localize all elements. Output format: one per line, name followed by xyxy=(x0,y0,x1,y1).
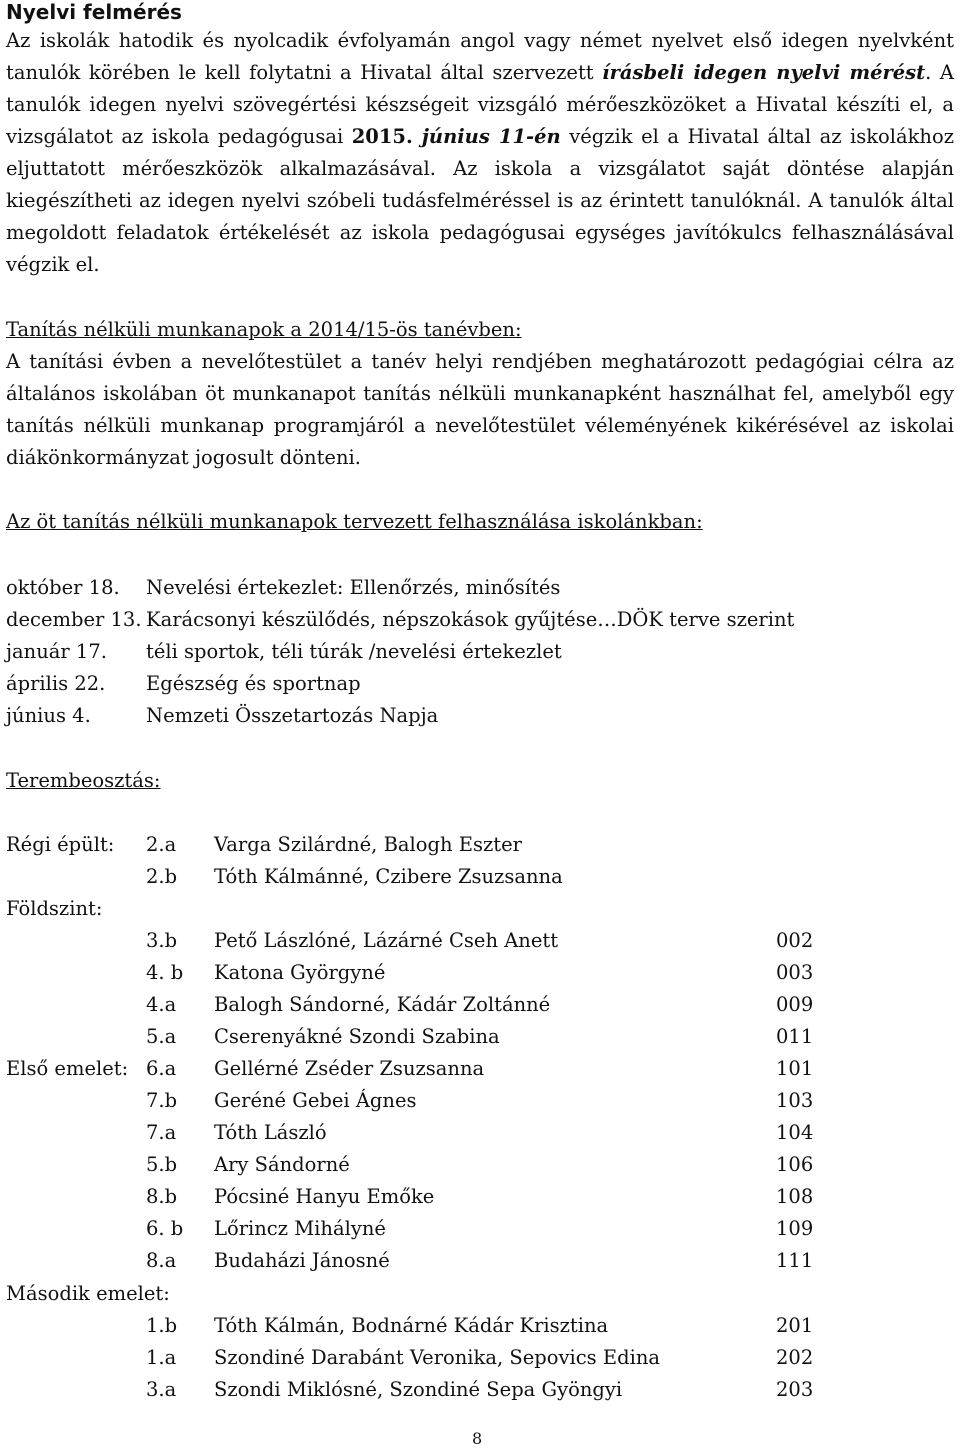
section-heading-tanitas-nelkuli: Tanítás nélküli munkanapok a 2014/15-ös tanévben: xyxy=(6,318,522,341)
class-name: 6. b xyxy=(146,1217,184,1240)
text-run: Az iskolák hatodik és nyolcadik évfolyamán angol vagy német nyelvet első idegen nyelvként tanulók körében le kell folytatni a Hivatal által szervezett xyxy=(6,29,954,84)
room-row xyxy=(6,957,954,989)
schedule-date: június 4. xyxy=(6,704,91,727)
room-row xyxy=(6,861,954,893)
schedule-date: december 13. xyxy=(6,608,142,631)
class-name: 7.b xyxy=(146,1089,178,1112)
emphasis-year: 2015 xyxy=(351,125,406,148)
teacher-names: Gellérné Zséder Zsuzsanna xyxy=(214,1057,485,1080)
room-number: 101 xyxy=(776,1057,814,1080)
teacher-names: Pócsiné Hanyu Emőke xyxy=(214,1185,435,1208)
floor-label: Régi épült: xyxy=(6,833,115,856)
class-name: 8.b xyxy=(146,1185,178,1208)
room-number: 109 xyxy=(776,1217,814,1240)
class-name: 5.b xyxy=(146,1153,178,1176)
room-row xyxy=(6,1374,954,1406)
paragraph-nyelvi-felmeres xyxy=(6,25,954,281)
class-name: 2.a xyxy=(146,833,177,856)
paragraph-tanitas-nelkuli: A tanítási évben a nevelőtestület a tanév helyi rendjében meghatározott pedagógiai célra az általános iskolában öt munkanapot tanítás nélküli munkanapként használhat fel, amelyből egy tanítás nélküli munkanap programjáról a nevelőtestület véleményének kikérésével az iskolai diákönkormányzat jogosult dönteni. xyxy=(6,350,954,469)
teacher-names: Szondiné Darabánt Veronika, Sepovics Edina xyxy=(214,1346,661,1369)
class-name: 8.a xyxy=(146,1249,177,1272)
teacher-names: Szondi Miklósné, Szondiné Sepa Gyöngyi xyxy=(214,1378,623,1401)
class-name: 3.b xyxy=(146,929,178,952)
room-number: 201 xyxy=(776,1314,814,1337)
room-row xyxy=(6,989,954,1021)
teacher-names: Cserenyákné Szondi Szabina xyxy=(214,1025,500,1048)
class-name: 1.b xyxy=(146,1314,178,1337)
room-row xyxy=(6,1053,954,1085)
class-name: 1.a xyxy=(146,1346,177,1369)
teacher-names: Tóth László xyxy=(214,1121,327,1144)
section-heading-nyelvi-felmeres: Nyelvi felmérés xyxy=(6,0,182,24)
room-number: 106 xyxy=(776,1153,814,1176)
room-number: 003 xyxy=(776,961,814,984)
room-row xyxy=(6,925,954,957)
emphasis-text: írásbeli idegen nyelvi mérést xyxy=(602,61,926,84)
room-row xyxy=(6,1213,954,1245)
room-row xyxy=(6,1342,954,1374)
teacher-names: Lőrincz Mihályné xyxy=(214,1217,386,1240)
room-row xyxy=(6,829,954,861)
schedule-date: október 18. xyxy=(6,576,120,599)
schedule-event: Nemzeti Összetartozás Napja xyxy=(146,704,439,727)
room-row xyxy=(6,1117,954,1149)
schedule-event: Egészség és sportnap xyxy=(146,672,361,695)
room-number: 002 xyxy=(776,929,814,952)
teacher-names: Budaházi Jánosné xyxy=(214,1249,390,1272)
emphasis-date: június 11-én xyxy=(421,125,561,148)
class-name: 2.b xyxy=(146,865,178,888)
schedule-date: április 22. xyxy=(6,672,106,695)
room-row xyxy=(6,1181,954,1213)
room-row xyxy=(6,1085,954,1117)
text-run: . A tanulók idegen nyelvi szövegértési készségeit vizsgáló mérőeszközöket a Hivatal készíti el, a vizsgálatot az iskola pedagógusai xyxy=(6,61,954,148)
room-number: 104 xyxy=(776,1121,814,1144)
teacher-names: Tóth Kálmán, Bodnárné Kádár Krisztina xyxy=(214,1314,609,1337)
teacher-names: Geréné Gebei Ágnes xyxy=(214,1089,417,1112)
room-number: 009 xyxy=(776,993,814,1016)
teacher-names: Ary Sándorné xyxy=(214,1153,350,1176)
room-row xyxy=(6,1149,954,1181)
teacher-names: Katona Györgyné xyxy=(214,961,386,984)
room-number: 108 xyxy=(776,1185,814,1208)
class-name: 6.a xyxy=(146,1057,177,1080)
room-row xyxy=(6,1310,954,1342)
teacher-names: Pető Lászlóné, Lázárné Cseh Anett xyxy=(214,929,559,952)
room-row xyxy=(6,1021,954,1053)
schedule-date: január 17. xyxy=(6,640,107,663)
room-number: 103 xyxy=(776,1089,814,1112)
floor-label: Második emelet: xyxy=(6,1282,170,1305)
text-run: végzik el a Hivatal által az iskolákhoz eljuttatott mérőeszközök alkalmazásával. Az iskola a vizsgálatot saját döntése alapján kiegészítheti az idegen nyelvi szóbeli tudásfelméréssel is az érintett tanulóknál. A tanulók által megoldott feladatok értékelését az iskola pedagógusai egységes javítókulcs felhasználásával végzik el. xyxy=(6,125,955,276)
teacher-names: Varga Szilárdné, Balogh Eszter xyxy=(214,833,522,856)
room-number: 203 xyxy=(776,1378,814,1401)
class-name: 4.a xyxy=(146,993,177,1016)
schedule-event: téli sportok, téli túrák /nevelési értekezlet xyxy=(146,640,562,663)
room-number: 111 xyxy=(776,1249,814,1272)
room-number: 202 xyxy=(776,1346,814,1369)
schedule-event: Nevelési értekezlet: Ellenőrzés, minősítés xyxy=(146,576,561,599)
section-heading-terembeosztas: Terembeosztás: xyxy=(6,769,161,792)
floor-label: Földszint: xyxy=(6,897,103,920)
room-row xyxy=(6,1245,954,1277)
page-number: 8 xyxy=(472,1429,483,1448)
section-heading-munkanapok: Az öt tanítás nélküli munkanapok tervezett felhasználása iskolánkban: xyxy=(6,510,703,533)
teacher-names: Tóth Kálmánné, Czibere Zsuzsanna xyxy=(214,865,563,888)
class-name: 3.a xyxy=(146,1378,177,1401)
text-run: . xyxy=(405,125,422,148)
room-number: 011 xyxy=(776,1025,814,1048)
floor-label: Első emelet: xyxy=(6,1057,129,1080)
schedule-event: Karácsonyi készülődés, népszokások gyűjtése…DÖK terve szerint xyxy=(146,608,795,631)
teacher-names: Balogh Sándorné, Kádár Zoltánné xyxy=(214,993,551,1016)
class-name: 4. b xyxy=(146,961,184,984)
class-name: 7.a xyxy=(146,1121,177,1144)
class-name: 5.a xyxy=(146,1025,177,1048)
